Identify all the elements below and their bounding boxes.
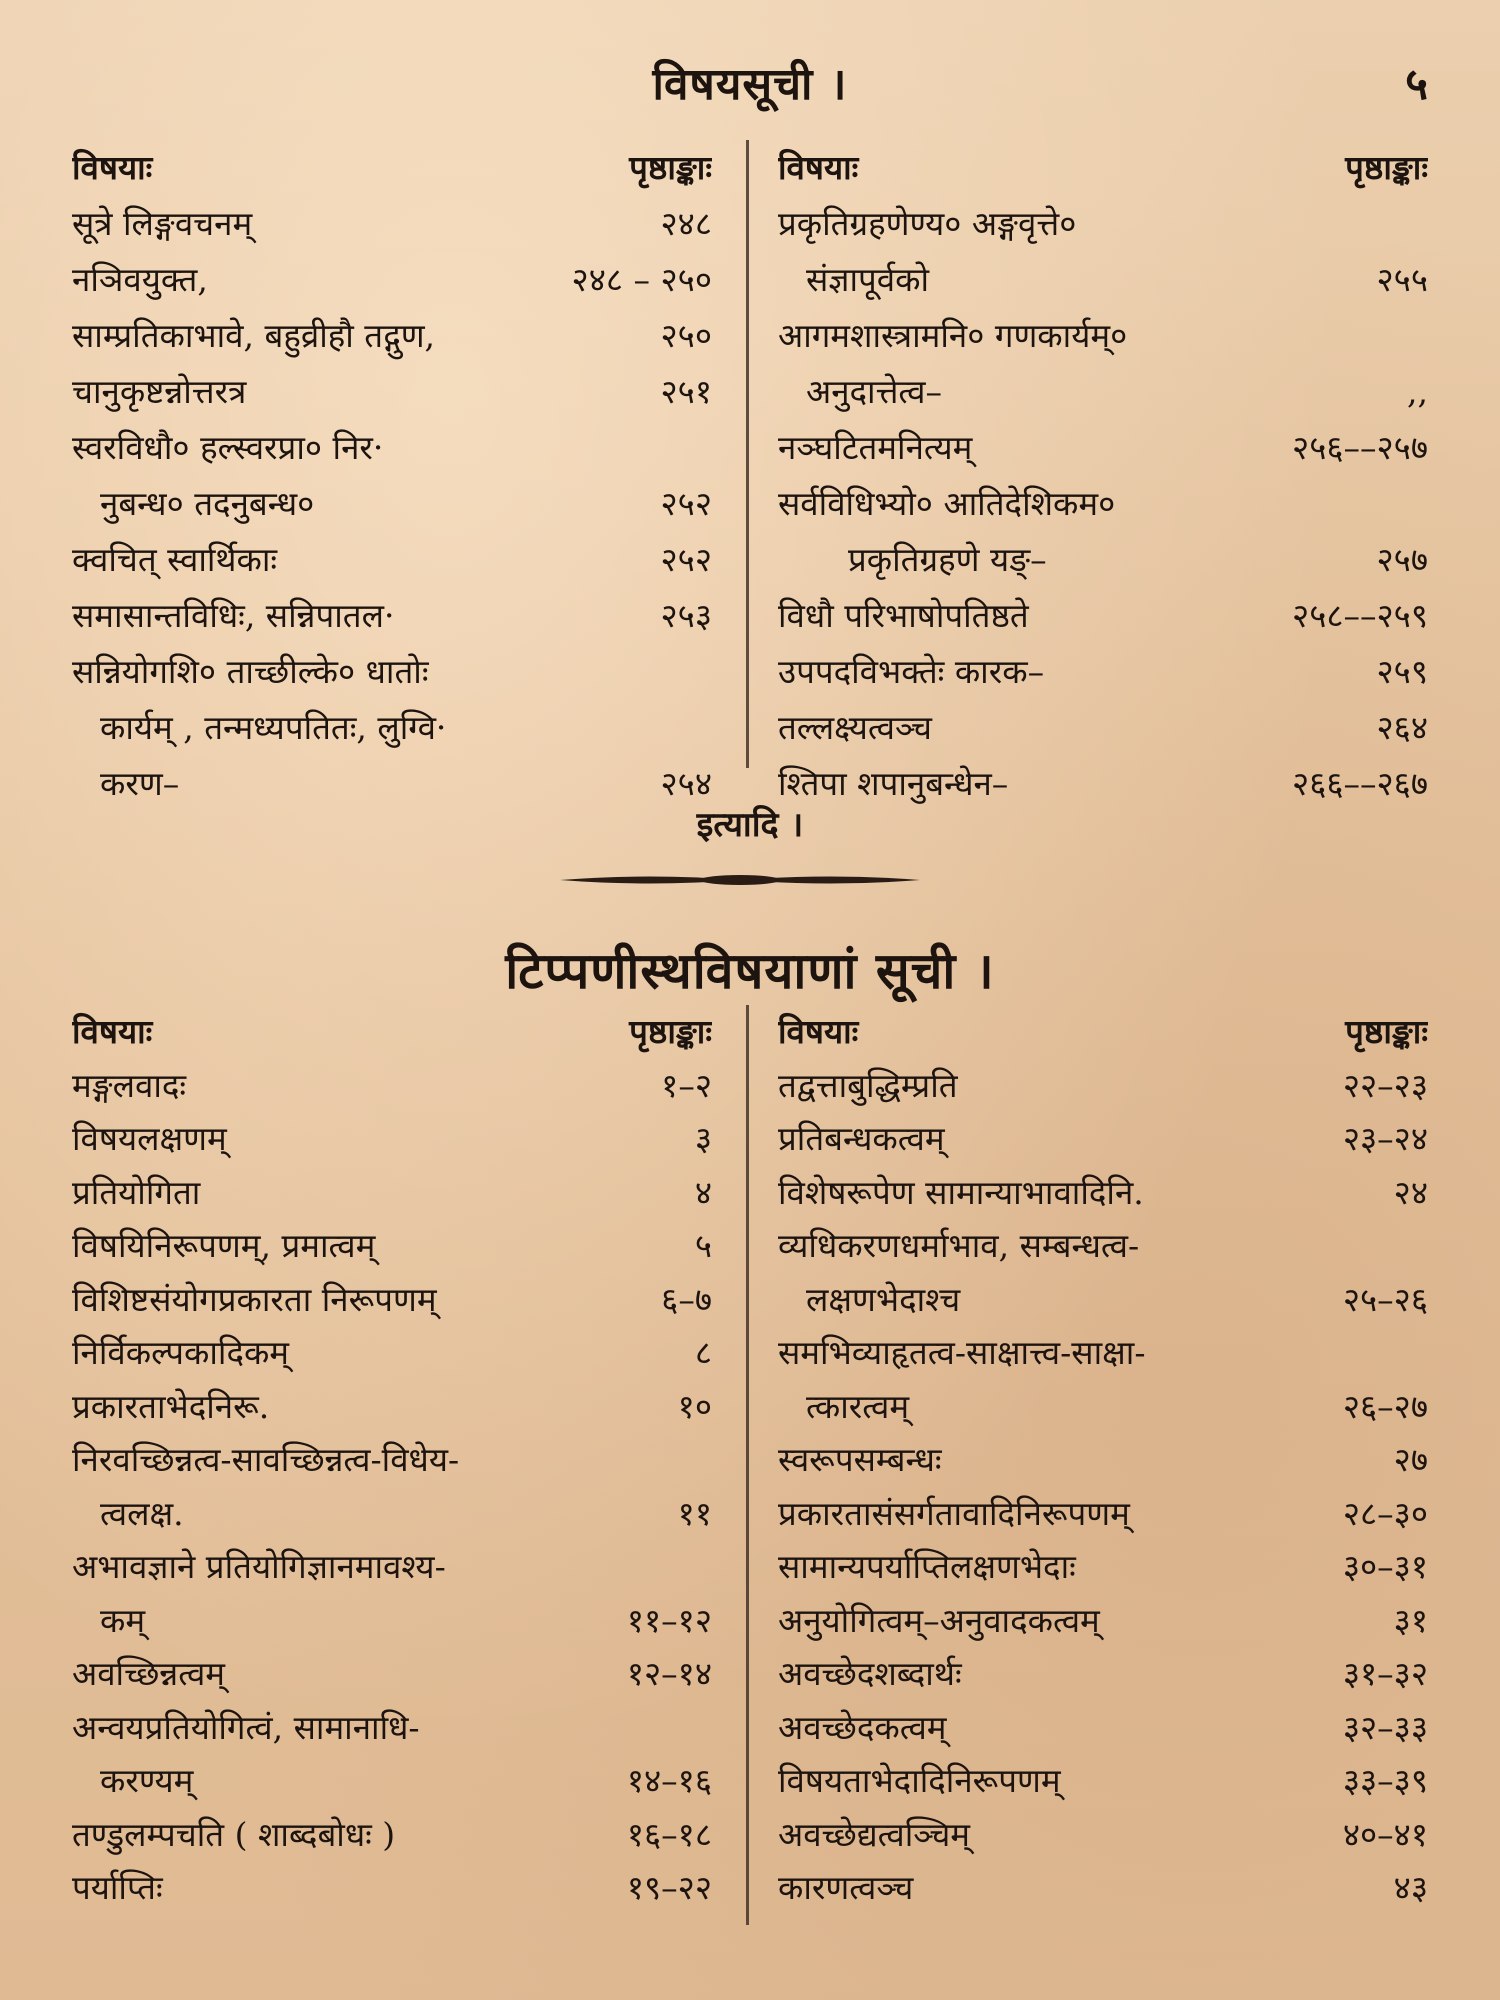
entry-topic: प्रकृतिग्रहणे यङ्– [848, 540, 1047, 579]
entry-topic: नञ्घटितमनित्यम् [778, 428, 973, 467]
toc-entry [778, 1112, 1428, 1166]
column-divider [746, 1005, 749, 1925]
page-number: ५ [1405, 59, 1428, 110]
toc-entry [72, 1059, 712, 1113]
entry-page: २७ [1393, 1440, 1428, 1479]
entry-topic: अनुदात्तेत्व– [806, 372, 942, 411]
toc-entry [72, 644, 712, 700]
column-heading [778, 1005, 1428, 1059]
entry-page: २५१ [660, 372, 712, 411]
toc-entry [72, 364, 712, 420]
contents-left-column [72, 140, 712, 812]
etcetera-line: इत्यादि । [696, 805, 804, 845]
toc-entry [778, 700, 1428, 756]
entry-page: २६–२७ [1342, 1386, 1428, 1426]
entry-topic: विशेषरूपेण सामान्याभावादिनि. [778, 1172, 1144, 1212]
toc-entry [72, 1540, 712, 1594]
entry-page: २६४ [1376, 708, 1428, 747]
entry-topic: कारणत्वञ्च [778, 1868, 914, 1907]
toc-entry [778, 1166, 1428, 1220]
entry-page: ४३ [1393, 1868, 1428, 1907]
toc-entry [778, 308, 1428, 364]
entry-page: २५६––२५७ [1292, 428, 1428, 467]
entry-topic: विधौ परिभाषोपतिष्ठते [778, 596, 1029, 635]
entry-page: २२–२३ [1342, 1065, 1428, 1105]
entry-page: २८–३० [1342, 1493, 1428, 1533]
entry-topic: अन्वयप्रतियोगित्वं, सामानाधि- [72, 1707, 420, 1747]
toc-entry [72, 588, 712, 644]
toc-entry [72, 1861, 712, 1915]
entry-page: २५० [660, 316, 712, 355]
toc-entry [778, 644, 1428, 700]
toc-entry [72, 1433, 712, 1487]
entry-topic: सन्नियोगशि० ताच्छील्के० धातोः [72, 652, 429, 691]
toc-entry [72, 1273, 712, 1327]
entry-topic: आगमशास्त्रामनि० गणकार्यम्० [778, 316, 1128, 355]
column-heading [778, 140, 1428, 196]
contents-right-column [778, 140, 1428, 812]
toc-entry [72, 700, 712, 756]
toc-entry [778, 420, 1428, 476]
notes-contents-table [72, 1005, 1428, 1965]
toc-entry [72, 420, 712, 476]
entry-topic: पर्याप्तिः [72, 1868, 163, 1907]
entry-page: १९–२२ [626, 1868, 712, 1907]
toc-entry [72, 532, 712, 588]
entry-topic: सूत्रे लिङ्गवचनम् [72, 204, 253, 243]
column-divider [746, 140, 749, 768]
toc-entry [72, 1112, 712, 1166]
entry-topic: नुबन्ध० तदनुबन्ध० [100, 484, 315, 523]
toc-entry [72, 196, 712, 252]
entry-page: १४–१६ [626, 1761, 712, 1800]
toc-entry [72, 1487, 712, 1541]
entry-page: २५४ [660, 764, 712, 803]
toc-entry [778, 1540, 1428, 1594]
entry-topic: विशिष्टसंयोगप्रकारता निरूपणम् [72, 1279, 437, 1319]
entry-page: ४०–४१ [1342, 1814, 1428, 1854]
toc-entry [778, 252, 1428, 308]
entry-topic: प्रतियोगिता [72, 1172, 201, 1212]
toc-entry [72, 476, 712, 532]
toc-entry [72, 1219, 712, 1273]
entry-topic: निर्विकल्पकादिकम् [72, 1333, 290, 1372]
entry-page: २४८ [660, 204, 712, 243]
entry-topic: व्यधिकरणधर्माभाव, सम्बन्धत्व- [778, 1226, 1140, 1265]
toc-entry [72, 308, 712, 364]
toc-entry [778, 364, 1428, 420]
toc-entry [778, 532, 1428, 588]
toc-entry [778, 476, 1428, 532]
heading-pages: पृष्ठाङ्काः [1345, 1012, 1428, 1051]
entry-topic: अनुयोगित्वम्–अनुवादकत्वम् [778, 1600, 1100, 1640]
entry-page: ३०–३१ [1342, 1547, 1428, 1586]
toc-entry [72, 1808, 712, 1862]
entry-topic: विषयिनिरूपणम्, प्रमात्वम् [72, 1226, 376, 1265]
toc-entry [72, 1647, 712, 1701]
entry-topic: कार्यम् , तन्मध्यपतितः, लुग्वि· [100, 708, 447, 747]
entry-topic: स्वरूपसम्बन्धः [778, 1440, 942, 1479]
entry-topic: तण्डुलम्पचति ( शाब्दबोधः ) [72, 1814, 396, 1854]
entry-topic: सर्वविधिभ्यो० आतिदेशिकम० [778, 484, 1116, 523]
entry-page: ११ [677, 1493, 712, 1533]
entry-topic: स्वरविधौ० हल्स्वरप्रा० निर· [72, 428, 384, 467]
entry-page: ८ [694, 1333, 712, 1372]
toc-entry [778, 1273, 1428, 1327]
entry-page: ३१–३२ [1342, 1654, 1428, 1693]
toc-entry [778, 1059, 1428, 1113]
toc-entry [72, 1380, 712, 1434]
entry-topic: विषयताभेदादिनिरूपणम् [778, 1761, 1061, 1800]
entry-topic: श्तिपा शपानुबन्धेन– [778, 764, 1009, 803]
entry-page: १६–१८ [626, 1814, 712, 1854]
entry-page: ११–१२ [626, 1600, 712, 1640]
toc-entry [778, 1754, 1428, 1808]
entry-topic: समभिव्याहृतत्व-साक्षात्त्व-साक्षा- [778, 1333, 1146, 1372]
entry-page: २५२ [660, 484, 712, 523]
entry-topic: साम्प्रतिकाभावे, बहुव्रीहौ तद्गुण, [72, 316, 436, 355]
column-heading [72, 1005, 712, 1059]
notes-right-column [778, 1005, 1428, 1915]
toc-entry [778, 1701, 1428, 1755]
entry-page: ३२–३३ [1342, 1707, 1428, 1747]
entry-page: ३ [694, 1119, 712, 1158]
contents-table [72, 140, 1428, 803]
entry-page: १२–१४ [626, 1654, 712, 1693]
entry-topic: उपपदविभक्तेः कारक– [778, 652, 1045, 691]
entry-page: ५ [694, 1226, 712, 1265]
toc-entry [778, 1326, 1428, 1380]
entry-topic: करण– [100, 764, 180, 803]
toc-entry [778, 1433, 1428, 1487]
heading-pages: पृष्ठाङ्काः [629, 148, 712, 187]
column-heading [72, 140, 712, 196]
entry-topic: तद्वत्ताबुद्धिम्प्रति [778, 1065, 958, 1105]
entry-page: २५३ [660, 596, 712, 635]
entry-topic: मङ्गलवादः [72, 1065, 187, 1105]
entry-topic: कम् [100, 1600, 146, 1640]
toc-entry [778, 1594, 1428, 1648]
toc-entry [778, 1380, 1428, 1434]
entry-topic: निरवच्छिन्नत्व-सावच्छिन्नत्व-विधेय- [72, 1440, 460, 1479]
entry-topic: समासान्तविधिः, सन्निपातल· [72, 596, 395, 635]
entry-topic: अवच्छिन्नत्वम् [72, 1654, 226, 1693]
entry-page: ,, [1407, 372, 1428, 411]
toc-entry [778, 1487, 1428, 1541]
entry-page: २५९ [1376, 652, 1428, 691]
toc-entry [72, 1326, 712, 1380]
entry-topic: अवच्छेदकत्वम् [778, 1707, 947, 1747]
entry-topic: नञिवयुक्त, [72, 260, 208, 299]
toc-entry [72, 252, 712, 308]
entry-page: २६६––२६७ [1292, 764, 1428, 803]
entry-topic: प्रकृतिग्रहणेण्य० अङ्गवृत्ते० [778, 204, 1077, 243]
entry-page: २५२ [660, 540, 712, 579]
entry-topic: अवच्छेदशब्दार्थः [778, 1654, 962, 1693]
toc-entry [778, 1808, 1428, 1862]
entry-topic: प्रकारताभेदनिरू. [72, 1386, 270, 1426]
entry-page: ३३–३९ [1342, 1761, 1428, 1800]
toc-entry [72, 1594, 712, 1648]
heading-topics: विषयाः [72, 1012, 153, 1051]
entry-page: १० [677, 1386, 712, 1426]
entry-topic: संज्ञापूर्वको [806, 260, 929, 299]
entry-topic: प्रतिबन्धकत्वम् [778, 1119, 945, 1158]
entry-page: २४८ – २५० [571, 260, 712, 299]
entry-topic: क्वचित् स्वार्थिकाः [72, 540, 278, 579]
entry-topic: लक्षणभेदाश्च [806, 1279, 961, 1319]
ornamental-rule [560, 870, 920, 890]
running-title: विषयसूची । [652, 59, 848, 110]
entry-topic: तल्लक्ष्यत्वञ्च [778, 708, 933, 747]
entry-topic: चानुकृष्टन्नोत्तरत्र [72, 372, 247, 411]
heading-topics: विषयाः [778, 1012, 859, 1051]
entry-page: २४ [1393, 1172, 1428, 1212]
entry-page: १–२ [661, 1065, 712, 1105]
entry-page: ४ [694, 1172, 712, 1212]
toc-entry [72, 1754, 712, 1808]
entry-page: २५८––२५९ [1292, 596, 1428, 635]
entry-topic: अभावज्ञाने प्रतियोगिज्ञानमावश्य- [72, 1547, 446, 1586]
entry-topic: अवच्छेद्यत्वञ्चिम् [778, 1814, 971, 1854]
entry-topic: त्वलक्ष. [100, 1493, 184, 1533]
entry-topic: विषयलक्षणम् [72, 1119, 227, 1158]
toc-entry [778, 1861, 1428, 1915]
toc-entry [72, 1166, 712, 1220]
toc-entry [72, 1701, 712, 1755]
heading-topics: विषयाः [72, 148, 153, 187]
entry-page: २५–२६ [1342, 1279, 1428, 1319]
entry-topic: प्रकारतासंसर्गतावादिनिरूपणम् [778, 1493, 1130, 1533]
section-title: टिप्पणीस्थविषयाणां सूची । [505, 941, 995, 1000]
entry-page: २५७ [1376, 540, 1428, 579]
entry-page: २५५ [1376, 260, 1428, 299]
entry-page: ३१ [1393, 1600, 1428, 1640]
heading-topics: विषयाः [778, 148, 859, 187]
toc-entry [778, 588, 1428, 644]
entry-topic: करण्यम् [100, 1761, 194, 1800]
notes-left-column [72, 1005, 712, 1915]
entry-page: ६–७ [661, 1279, 712, 1319]
toc-entry [778, 1647, 1428, 1701]
toc-entry [778, 1219, 1428, 1273]
entry-page: २३–२४ [1342, 1119, 1428, 1158]
entry-topic: सामान्यपर्याप्तिलक्षणभेदाः [778, 1547, 1076, 1586]
heading-pages: पृष्ठाङ्काः [629, 1012, 712, 1051]
toc-entry [778, 196, 1428, 252]
heading-pages: पृष्ठाङ्काः [1345, 148, 1428, 187]
entry-topic: त्कारत्वम् [806, 1386, 910, 1426]
